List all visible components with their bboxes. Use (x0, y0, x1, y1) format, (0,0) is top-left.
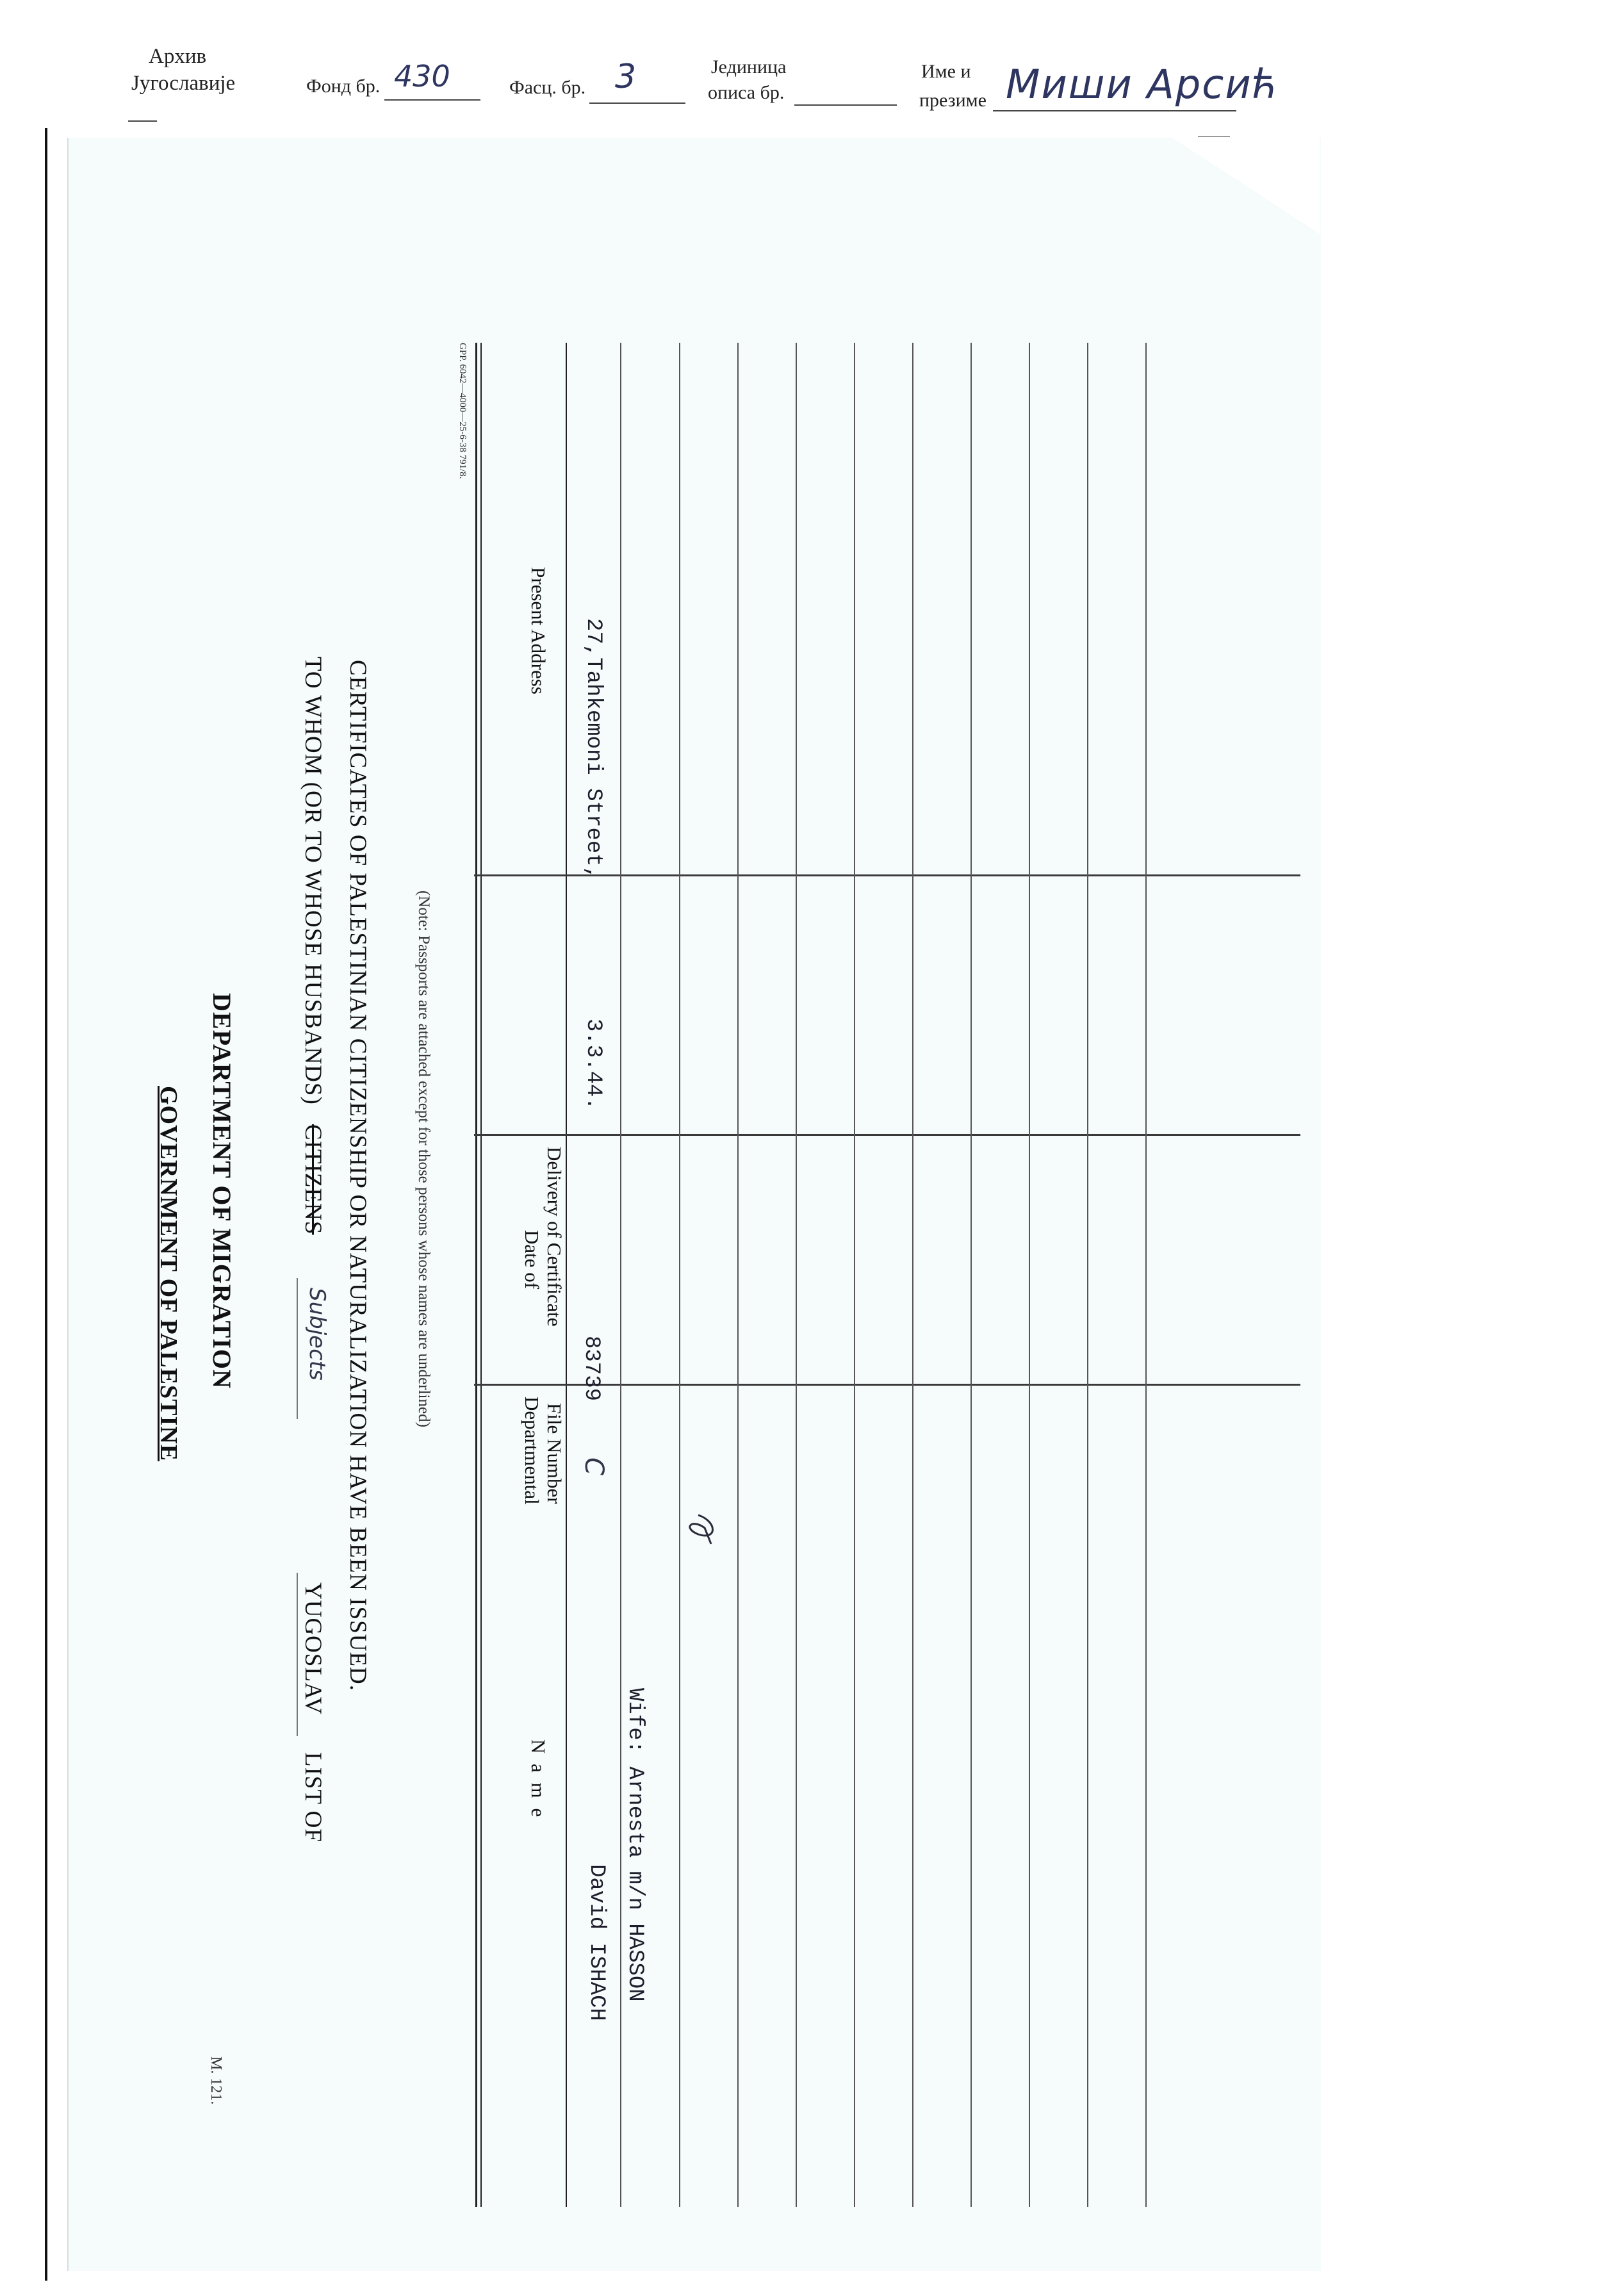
check-mark-icon (679, 1509, 724, 1554)
fond-label: Фонд бр. (306, 76, 381, 97)
col-header-address: Present Address (527, 567, 550, 694)
col-header-date-line1: Date of (521, 1230, 543, 1290)
entry-file-number: 83739 (579, 1336, 603, 1402)
entry-address: 27,Tahkemoni Street, (581, 618, 605, 880)
col-header-date-line2: Delivery of Certificate (543, 1147, 566, 1327)
table-top-rule (475, 343, 477, 2207)
subjects-handwritten: Subjects (304, 1288, 330, 1381)
heading-line2: CERTIFICATES OF PALESTINIAN CITIZENSHIP OR NATURALIZATION HAVE BEEN ISSUED. (345, 660, 371, 1692)
citizens-struck: CITIZENS (300, 1124, 326, 1235)
form-number: M. 121. (208, 2056, 224, 2105)
government-title: GOVERNMENT OF PALESTINE (155, 1086, 182, 1462)
col-header-name: N a m e (527, 1739, 550, 1820)
unit-label-line2: описа бр. (708, 82, 785, 103)
entry-wife: Wife: Arnesta m/n HASSON (623, 1688, 647, 2002)
fond-value: 430 (394, 59, 450, 94)
archive-name-line1: Архив (149, 45, 207, 68)
archive-name-line2: Југославије (131, 72, 236, 95)
heading-text: TO WHOM (OR TO WHOSE HUSBANDS) (300, 657, 326, 1105)
name-label-line1: Име и (921, 61, 971, 82)
entry-name: David ISHACH (584, 1864, 609, 2021)
col-sep-date (474, 1134, 1300, 1136)
name-label-line2: презиме (919, 90, 987, 111)
fasc-value: 3 (615, 58, 637, 96)
name-value: Миши Арсић (1006, 61, 1280, 108)
list-of-label: LIST OF (300, 1752, 326, 1842)
col-header-file-line1: Departmental (521, 1397, 543, 1505)
fasc-label: Фасц. бр. (509, 77, 586, 98)
col-header-file-line2: File Number (543, 1403, 566, 1504)
migration-form (141, 80, 1358, 2117)
passport-note: (Note: Passports are attached except for those persons whose names are underlined) (415, 890, 432, 1427)
nationality-value: YUGOSLAV (300, 1582, 326, 1715)
gpp-code: GPP. 6042—4000—25-6-38 791/8. (457, 343, 468, 479)
unit-label-line1: Јединица (711, 56, 787, 78)
entry-date: 3.3.44. (581, 1019, 605, 1110)
entry-file-prefix: C (579, 1457, 609, 1475)
department-title: DEPARTMENT OF MIGRATION (208, 993, 236, 1389)
binding-edge (45, 128, 47, 2281)
